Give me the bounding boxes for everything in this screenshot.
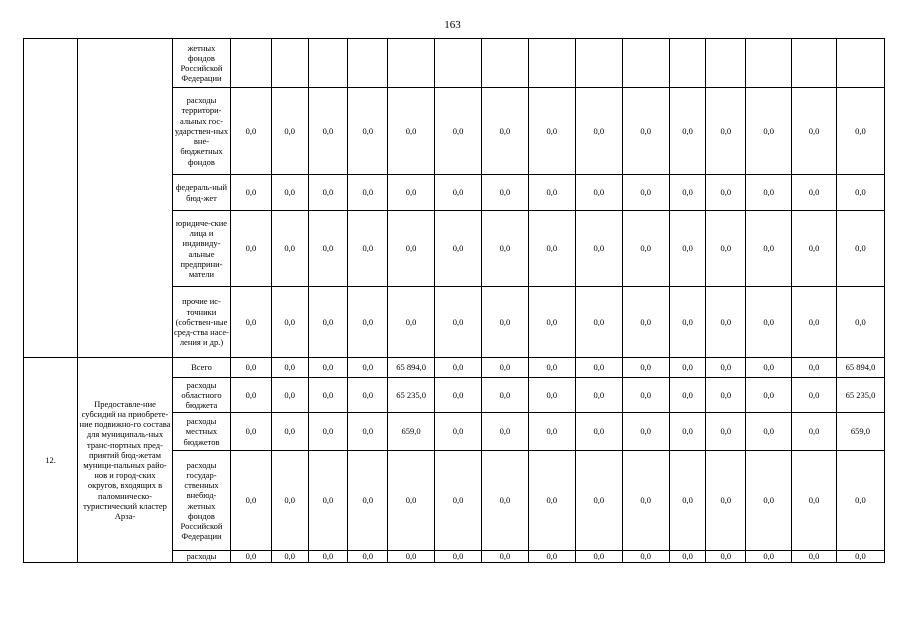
value-cell: 0,0 bbox=[575, 358, 622, 378]
value-cell: 0,0 bbox=[481, 88, 528, 175]
value-cell: 0,0 bbox=[669, 378, 706, 413]
value-cell: 0,0 bbox=[669, 551, 706, 563]
value-cell: 0,0 bbox=[746, 451, 792, 551]
value-cell: 0,0 bbox=[308, 211, 348, 287]
value-cell: 0,0 bbox=[746, 413, 792, 451]
value-cell: 0,0 bbox=[528, 451, 575, 551]
value-cell: 65 894,0 bbox=[836, 358, 884, 378]
value-cell: 0,0 bbox=[231, 451, 272, 551]
value-cell bbox=[348, 39, 388, 88]
value-cell: 0,0 bbox=[622, 211, 669, 287]
value-cell: 0,0 bbox=[435, 413, 482, 451]
value-cell: 0,0 bbox=[669, 358, 706, 378]
value-cell: 0,0 bbox=[271, 175, 308, 211]
value-cell: 0,0 bbox=[836, 211, 884, 287]
value-cell bbox=[481, 39, 528, 88]
funding-source-cell: юридиче-ские лица и индивиду-альные предприни-матели bbox=[172, 211, 230, 287]
value-cell: 0,0 bbox=[348, 378, 388, 413]
value-cell: 0,0 bbox=[575, 287, 622, 358]
value-cell: 0,0 bbox=[308, 175, 348, 211]
value-cell: 0,0 bbox=[348, 287, 388, 358]
value-cell: 0,0 bbox=[669, 88, 706, 175]
value-cell: 0,0 bbox=[792, 175, 837, 211]
value-cell: 0,0 bbox=[435, 287, 482, 358]
value-cell: 0,0 bbox=[231, 211, 272, 287]
value-cell bbox=[746, 39, 792, 88]
value-cell: 0,0 bbox=[836, 451, 884, 551]
value-cell: 0,0 bbox=[348, 358, 388, 378]
value-cell: 0,0 bbox=[575, 88, 622, 175]
funding-source-cell: жетных фондов Российской Федерации bbox=[172, 39, 230, 88]
value-cell: 0,0 bbox=[435, 175, 482, 211]
value-cell bbox=[528, 39, 575, 88]
value-cell: 0,0 bbox=[669, 287, 706, 358]
value-cell: 0,0 bbox=[622, 551, 669, 563]
funding-source-cell: расходы bbox=[172, 551, 230, 563]
value-cell: 0,0 bbox=[308, 378, 348, 413]
value-cell: 0,0 bbox=[435, 211, 482, 287]
table-row bbox=[24, 358, 885, 378]
value-cell bbox=[388, 39, 435, 88]
value-cell: 0,0 bbox=[575, 378, 622, 413]
value-cell: 0,0 bbox=[669, 413, 706, 451]
value-cell: 0,0 bbox=[792, 358, 837, 378]
value-cell: 0,0 bbox=[481, 211, 528, 287]
value-cell: 0,0 bbox=[575, 413, 622, 451]
value-cell: 0,0 bbox=[271, 88, 308, 175]
funding-source-cell: прочие ис-точники (собствен-ные сред-ства насе-ления и др.) bbox=[172, 287, 230, 358]
value-cell: 0,0 bbox=[528, 413, 575, 451]
value-cell: 0,0 bbox=[575, 551, 622, 563]
row-number-cell: 12. bbox=[24, 358, 78, 563]
value-cell: 0,0 bbox=[622, 451, 669, 551]
value-cell: 0,0 bbox=[528, 175, 575, 211]
value-cell: 0,0 bbox=[348, 451, 388, 551]
value-cell: 0,0 bbox=[836, 175, 884, 211]
value-cell: 65 235,0 bbox=[388, 378, 435, 413]
funding-source-cell: расходы местных бюджетов bbox=[172, 413, 230, 451]
value-cell: 0,0 bbox=[231, 551, 272, 563]
value-cell: 0,0 bbox=[575, 175, 622, 211]
funding-source-cell: федераль-ный бюд-жет bbox=[172, 175, 230, 211]
value-cell: 0,0 bbox=[435, 551, 482, 563]
value-cell bbox=[231, 39, 272, 88]
value-cell: 0,0 bbox=[308, 88, 348, 175]
value-cell: 0,0 bbox=[706, 551, 746, 563]
value-cell: 0,0 bbox=[481, 358, 528, 378]
value-cell: 0,0 bbox=[622, 88, 669, 175]
value-cell: 0,0 bbox=[528, 88, 575, 175]
value-cell: 65 235,0 bbox=[836, 378, 884, 413]
value-cell: 0,0 bbox=[622, 413, 669, 451]
value-cell: 0,0 bbox=[231, 378, 272, 413]
value-cell: 0,0 bbox=[622, 378, 669, 413]
value-cell: 0,0 bbox=[836, 551, 884, 563]
value-cell: 0,0 bbox=[435, 378, 482, 413]
value-cell: 0,0 bbox=[231, 175, 272, 211]
value-cell: 0,0 bbox=[231, 358, 272, 378]
value-cell: 0,0 bbox=[706, 287, 746, 358]
value-cell: 0,0 bbox=[706, 211, 746, 287]
value-cell: 0,0 bbox=[792, 378, 837, 413]
value-cell: 0,0 bbox=[792, 451, 837, 551]
value-cell: 0,0 bbox=[481, 175, 528, 211]
value-cell: 0,0 bbox=[231, 88, 272, 175]
budget-table bbox=[23, 38, 885, 563]
value-cell bbox=[706, 39, 746, 88]
value-cell: 0,0 bbox=[528, 378, 575, 413]
value-cell: 0,0 bbox=[388, 287, 435, 358]
value-cell: 0,0 bbox=[308, 358, 348, 378]
value-cell: 0,0 bbox=[435, 88, 482, 175]
table-row bbox=[24, 39, 885, 88]
value-cell: 0,0 bbox=[271, 551, 308, 563]
description-cell: Предоставле-ние субсидий на приобрете-ние подвижно-го состава для муниципаль-ных транс-портных пред-приятий бюд-жетам муници-пальных райо-нов и город-ских округов, входящих в паломническо-туристический кластер Арза- bbox=[78, 358, 173, 563]
value-cell: 0,0 bbox=[388, 211, 435, 287]
value-cell: 0,0 bbox=[348, 413, 388, 451]
value-cell bbox=[271, 39, 308, 88]
value-cell: 0,0 bbox=[746, 88, 792, 175]
funding-source-cell: расходы областного бюджета bbox=[172, 378, 230, 413]
value-cell: 0,0 bbox=[792, 88, 837, 175]
value-cell: 0,0 bbox=[435, 358, 482, 378]
value-cell: 0,0 bbox=[528, 211, 575, 287]
value-cell bbox=[575, 39, 622, 88]
value-cell: 0,0 bbox=[528, 551, 575, 563]
value-cell: 0,0 bbox=[348, 551, 388, 563]
value-cell: 0,0 bbox=[388, 88, 435, 175]
value-cell: 0,0 bbox=[669, 175, 706, 211]
value-cell: 0,0 bbox=[308, 551, 348, 563]
value-cell bbox=[792, 39, 837, 88]
value-cell: 659,0 bbox=[388, 413, 435, 451]
value-cell: 0,0 bbox=[271, 287, 308, 358]
value-cell: 0,0 bbox=[481, 451, 528, 551]
value-cell: 0,0 bbox=[746, 175, 792, 211]
value-cell bbox=[836, 39, 884, 88]
value-cell: 0,0 bbox=[348, 88, 388, 175]
value-cell: 0,0 bbox=[271, 378, 308, 413]
value-cell: 0,0 bbox=[792, 413, 837, 451]
value-cell: 0,0 bbox=[706, 88, 746, 175]
funding-source-cell: Всего bbox=[172, 358, 230, 378]
value-cell: 0,0 bbox=[706, 378, 746, 413]
value-cell: 0,0 bbox=[231, 287, 272, 358]
value-cell: 0,0 bbox=[575, 451, 622, 551]
value-cell: 0,0 bbox=[348, 175, 388, 211]
value-cell: 0,0 bbox=[308, 413, 348, 451]
value-cell: 0,0 bbox=[348, 211, 388, 287]
value-cell: 0,0 bbox=[706, 175, 746, 211]
value-cell: 0,0 bbox=[388, 451, 435, 551]
value-cell: 659,0 bbox=[836, 413, 884, 451]
value-cell: 0,0 bbox=[481, 378, 528, 413]
value-cell: 0,0 bbox=[271, 413, 308, 451]
description-cell bbox=[78, 39, 173, 358]
value-cell: 0,0 bbox=[746, 211, 792, 287]
value-cell: 0,0 bbox=[435, 451, 482, 551]
value-cell: 0,0 bbox=[388, 175, 435, 211]
value-cell: 0,0 bbox=[481, 551, 528, 563]
value-cell: 0,0 bbox=[669, 451, 706, 551]
value-cell: 0,0 bbox=[746, 358, 792, 378]
value-cell: 65 894,0 bbox=[388, 358, 435, 378]
value-cell: 0,0 bbox=[231, 413, 272, 451]
value-cell: 0,0 bbox=[481, 287, 528, 358]
value-cell: 0,0 bbox=[575, 211, 622, 287]
value-cell: 0,0 bbox=[669, 211, 706, 287]
value-cell: 0,0 bbox=[622, 287, 669, 358]
value-cell: 0,0 bbox=[308, 451, 348, 551]
value-cell: 0,0 bbox=[528, 358, 575, 378]
value-cell: 0,0 bbox=[792, 287, 837, 358]
value-cell bbox=[669, 39, 706, 88]
funding-source-cell: расходы территори-альных гос-ударствен-ных вне-бюджетных фондов bbox=[172, 88, 230, 175]
value-cell: 0,0 bbox=[308, 287, 348, 358]
row-number-cell bbox=[24, 39, 78, 358]
value-cell: 0,0 bbox=[836, 88, 884, 175]
value-cell: 0,0 bbox=[836, 287, 884, 358]
value-cell: 0,0 bbox=[528, 287, 575, 358]
funding-source-cell: расходы государ-ственных внебюд-жетных фондов Российской Федерации bbox=[172, 451, 230, 551]
value-cell: 0,0 bbox=[622, 175, 669, 211]
value-cell: 0,0 bbox=[706, 413, 746, 451]
value-cell bbox=[308, 39, 348, 88]
page-number: 163 bbox=[444, 19, 461, 31]
value-cell: 0,0 bbox=[792, 551, 837, 563]
value-cell bbox=[622, 39, 669, 88]
value-cell: 0,0 bbox=[271, 358, 308, 378]
value-cell: 0,0 bbox=[706, 451, 746, 551]
value-cell: 0,0 bbox=[271, 211, 308, 287]
value-cell: 0,0 bbox=[706, 358, 746, 378]
value-cell: 0,0 bbox=[271, 451, 308, 551]
value-cell: 0,0 bbox=[746, 551, 792, 563]
value-cell: 0,0 bbox=[481, 413, 528, 451]
value-cell: 0,0 bbox=[746, 378, 792, 413]
value-cell bbox=[435, 39, 482, 88]
value-cell: 0,0 bbox=[792, 211, 837, 287]
value-cell: 0,0 bbox=[746, 287, 792, 358]
value-cell: 0,0 bbox=[388, 551, 435, 563]
value-cell: 0,0 bbox=[622, 358, 669, 378]
